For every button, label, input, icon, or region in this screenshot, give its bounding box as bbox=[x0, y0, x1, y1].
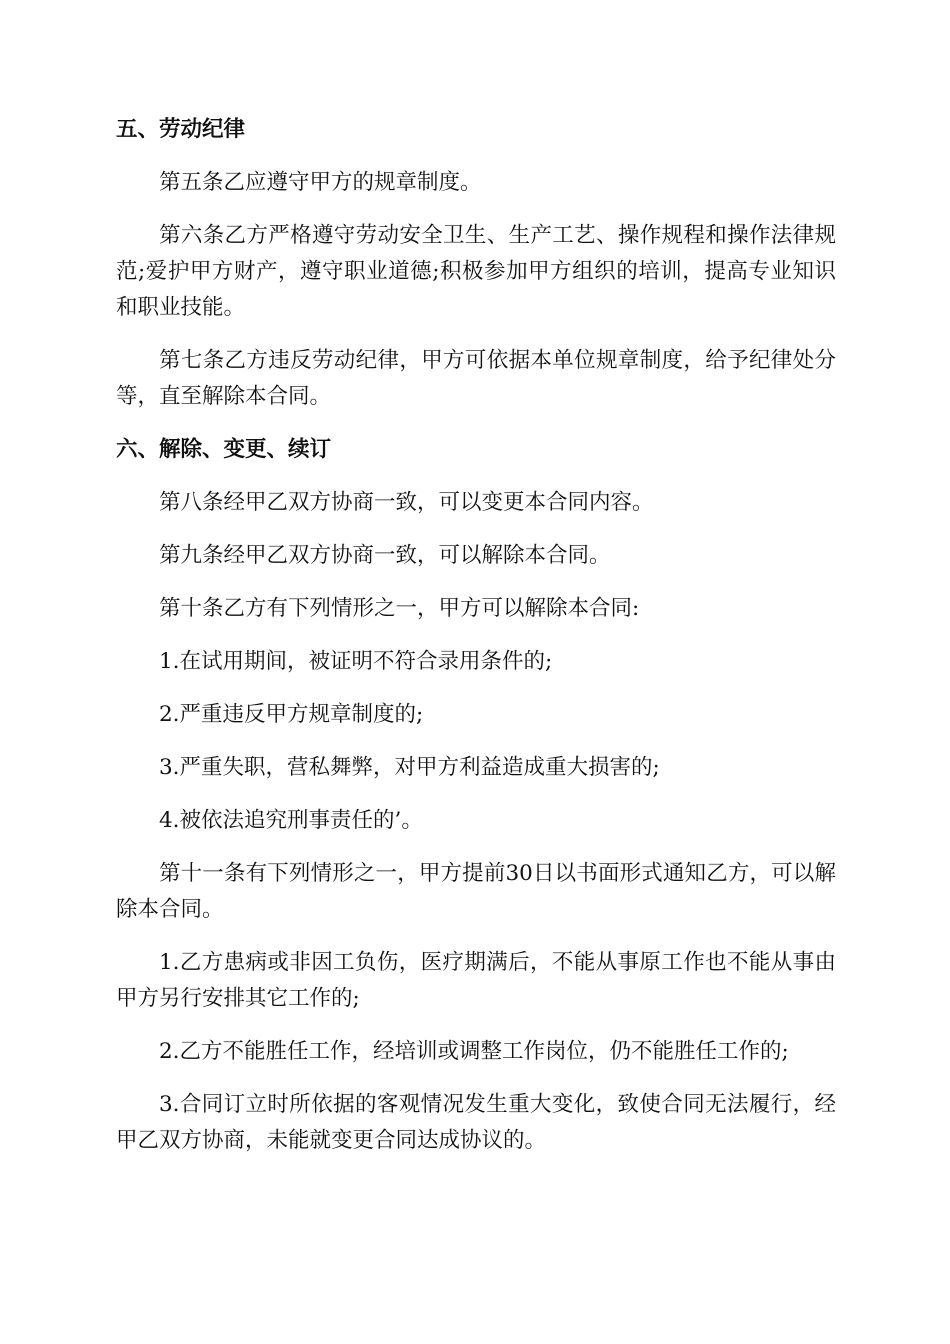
article-10-item-3: 3.严重失职，营私舞弊，对甲方利益造成重大损害的; bbox=[159, 755, 660, 780]
article-10-item-2: 2.严重违反甲方规章制度的; bbox=[159, 702, 424, 727]
section-heading-labor-discipline: 五、劳动纪律 bbox=[116, 117, 246, 142]
article-10: 第十条乙方有下列情形之一，甲方可以解除本合同: bbox=[159, 596, 640, 621]
article-7: 第七条乙方违反劳动纪律，甲方可依据本单位规章制度，给予纪律处分等，直至解除本合同。 bbox=[116, 348, 836, 409]
article-10-item-4: 4.被依法追究刑事责任的’。 bbox=[159, 808, 423, 833]
article-11-item-3: 3.合同订立时所依据的客观情况发生重大变化，致使合同无法履行，经甲乙双方协商，未能就变更合同达成协议的。 bbox=[116, 1092, 836, 1153]
article-9: 第九条经甲乙双方协商一致，可以解除本合同。 bbox=[159, 543, 611, 568]
article-6: 第六条乙方严格遵守劳动安全卫生、生产工艺、操作规程和操作法律规范;爱护甲方财产，遵守职业道德;积极参加甲方组织的培训，提高专业知识和职业技能。 bbox=[116, 223, 836, 320]
section-heading-termination: 六、解除、变更、续订 bbox=[116, 437, 332, 462]
article-8: 第八条经甲乙双方协商一致，可以变更本合同内容。 bbox=[159, 490, 654, 515]
article-11-item-1: 1.乙方患病或非因工负伤，医疗期满后，不能从事原工作也不能从事由甲方另行安排其它工作的; bbox=[116, 950, 836, 1011]
article-11-item-2: 2.乙方不能胜任工作，经培训或调整工作岗位，仍不能胜任工作的; bbox=[159, 1039, 789, 1064]
article-5: 第五条乙应遵守甲方的规章制度。 bbox=[159, 170, 482, 195]
article-10-item-1: 1.在试用期间，被证明不符合录用条件的; bbox=[159, 649, 553, 674]
document-body bbox=[116, 112, 836, 1176]
article-11: 第十一条有下列情形之一，甲方提前30日以书面形式通知乙方，可以解除本合同。 bbox=[116, 861, 836, 922]
